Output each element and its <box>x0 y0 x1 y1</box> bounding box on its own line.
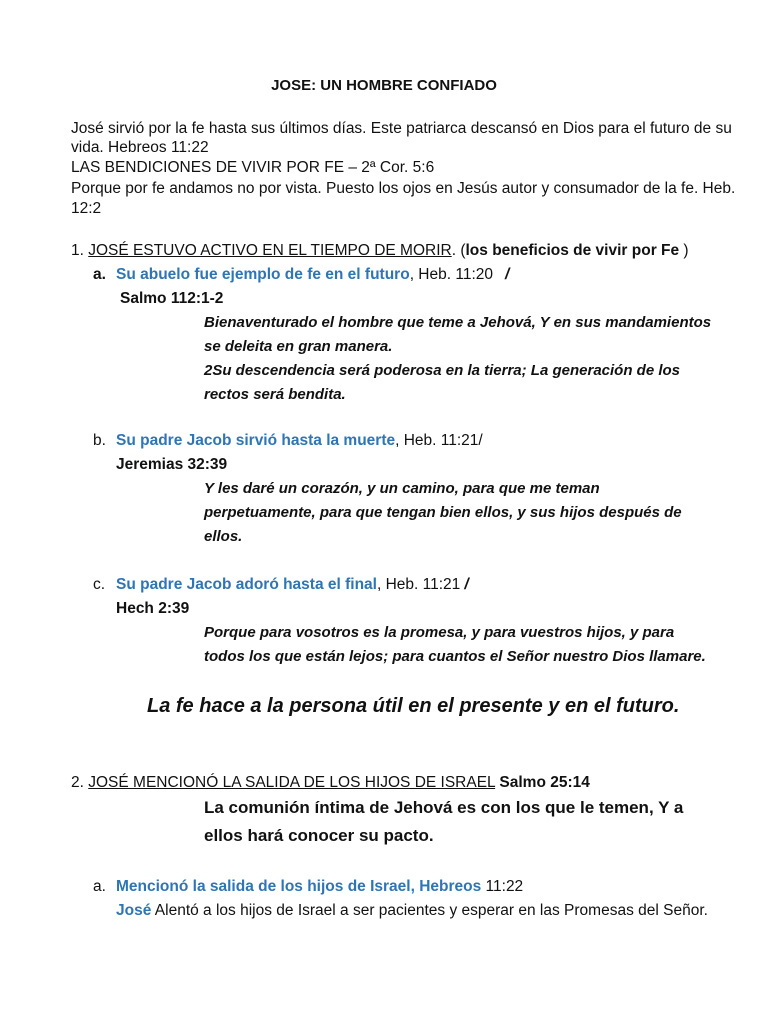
item-marker: b. <box>93 432 106 449</box>
item-blue-text: Mencionó la salida de los hijos de Israel, Hebreos <box>116 878 482 895</box>
item-slash: / <box>464 576 469 593</box>
item-ref: , Heb. 11:21/ <box>395 432 483 449</box>
verse-line: todos los que están lejos; para cuantos el Señor nuestro Dios llamare. <box>204 648 706 665</box>
psalm-line: La comunión íntima de Jehová es con los que le temen, Y a <box>204 798 684 817</box>
document-title: JOSE: UN HOMBRE CONFIADO <box>271 77 497 94</box>
item-1b-cite: Jeremias 32:39 <box>116 456 228 473</box>
item-ref: 11:22 <box>481 878 524 895</box>
verse-line: perpetuamente, para que tengan bien ellos, y sus hijos después de <box>204 504 682 521</box>
section-number: 1. <box>71 242 84 259</box>
item-1a-text <box>116 265 509 285</box>
item-2a-text <box>116 877 523 897</box>
intro-line-5: 12:2 <box>71 200 102 217</box>
item-marker: a. <box>93 878 106 895</box>
item-1b-text <box>116 431 483 451</box>
section-2-heading <box>71 773 590 793</box>
item-slash: / <box>505 266 510 283</box>
section-title: JOSÉ ESTUVO ACTIVO EN EL TIEMPO DE MORIR <box>88 242 452 259</box>
heading-end: ) <box>679 242 689 259</box>
verse-line: 2Su descendencia será poderosa en la tierra; La generación de los <box>204 362 681 379</box>
item-1c <box>93 575 105 595</box>
item-blue-text: Su padre Jacob sirvió hasta la muerte <box>116 432 396 449</box>
verse-line: Bienaventurado el hombre que teme a Jehová, Y en sus mandamientos <box>204 314 712 331</box>
heading-bold: los beneficios de vivir por Fe <box>465 242 680 259</box>
section-1-heading <box>71 241 689 261</box>
verse-line: Y les daré un corazón, y un camino, para que me teman <box>204 480 600 497</box>
item-ref: , Heb. 11:21 <box>377 576 461 593</box>
item-1c-text <box>116 575 469 595</box>
item-1a-cite: Salmo 112:1-2 <box>120 290 224 307</box>
section-title: JOSÉ MENCIONÓ LA SALIDA DE LOS HIJOS DE ISRAEL <box>88 774 496 791</box>
intro-line-2: vida. Hebreos 11:22 <box>71 139 209 156</box>
verse-line: ellos. <box>204 528 243 545</box>
item-blue-text: Su abuelo fue ejemplo de fe en el futuro <box>116 266 410 283</box>
item-1b <box>93 431 106 451</box>
item-1c-verse <box>204 621 706 669</box>
verse-line: se deleita en gran manera. <box>204 338 393 355</box>
item-ref: , Heb. 11:20 <box>409 266 493 283</box>
item-1b-verse <box>204 477 682 549</box>
heading-punct: . ( <box>451 242 466 259</box>
item-1a <box>93 265 106 285</box>
summary-statement: La fe hace a la persona útil en el presente y en el futuro. <box>147 695 680 717</box>
psalm-quote <box>204 794 683 850</box>
item-2a <box>93 877 106 897</box>
item-marker: a. <box>93 266 106 283</box>
item-blue-text: Su padre Jacob adoró hasta el final <box>116 576 377 593</box>
section-number: 2. <box>71 774 84 791</box>
item-2a-body <box>116 901 708 921</box>
intro-line-3: LAS BENDICIONES DE VIVIR POR FE – 2ª Cor. 5:6 <box>71 159 435 176</box>
intro-line-4: Porque por fe andamos no por vista. Puesto los ojos en Jesús autor y consumador de la fe. Heb. <box>71 180 736 197</box>
item-1a-verse <box>204 311 711 407</box>
item-body-text: Alentó a los hijos de Israel a ser pacientes y esperar en las Promesas del Señor. <box>151 902 708 919</box>
psalm-line: ellos hará conocer su pacto. <box>204 826 434 845</box>
intro-line-1: José sirvió por la fe hasta sus últimos días. Este patriarca descansó en Dios para el futuro de su <box>71 120 732 137</box>
item-name: José <box>116 902 152 919</box>
verse-line: Porque para vosotros es la promesa, y para vuestros hijos, y para <box>204 624 675 641</box>
section-cite: Salmo 25:14 <box>499 774 590 791</box>
verse-line: rectos será bendita. <box>204 386 346 403</box>
item-1c-cite: Hech 2:39 <box>116 600 190 617</box>
item-marker: c. <box>93 576 106 593</box>
